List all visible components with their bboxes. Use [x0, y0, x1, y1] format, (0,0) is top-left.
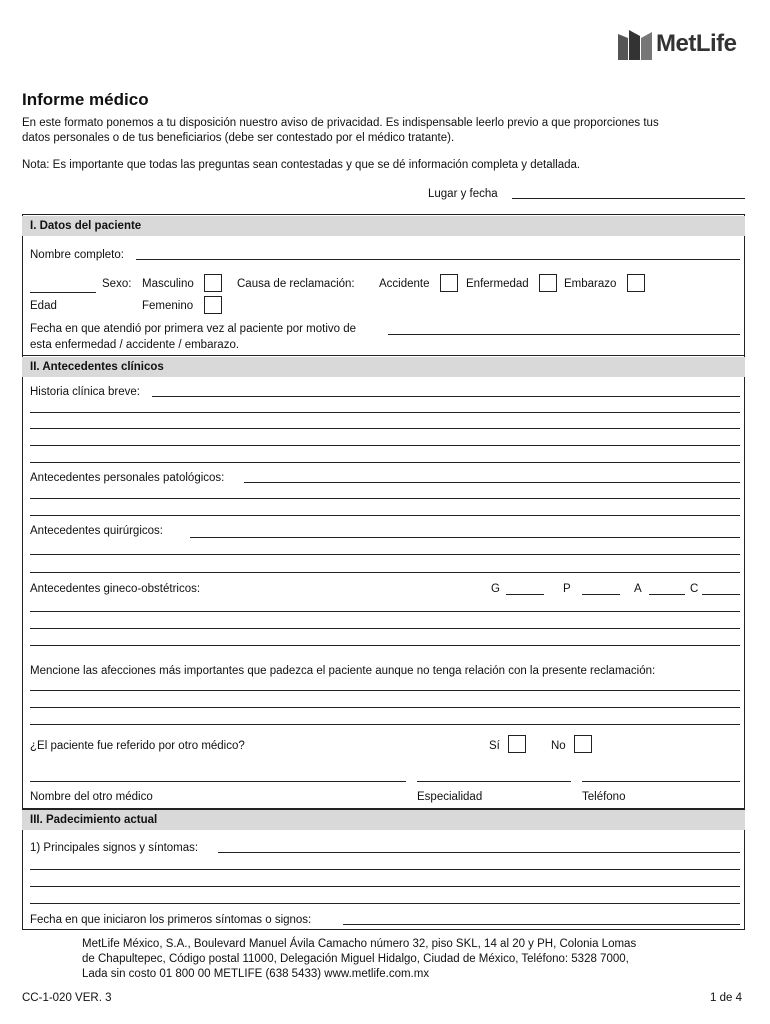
form-code: CC-1-020 VER. 3: [22, 992, 112, 1004]
p-field[interactable]: [582, 594, 620, 595]
section-1-header: I. Datos del paciente: [22, 216, 745, 236]
signs-field-3[interactable]: [30, 886, 740, 887]
phone-label: Teléfono: [582, 791, 626, 803]
a-field[interactable]: [649, 594, 685, 595]
gyneco-field-3[interactable]: [30, 645, 740, 646]
conditions-field-1[interactable]: [30, 690, 740, 691]
sex-label: Sexo:: [102, 278, 132, 290]
footer-address-3: Lada sin costo 01 800 00 METLIFE (638 5433) www.metlife.com.mx: [82, 968, 430, 980]
signs-field-1[interactable]: [218, 852, 740, 853]
other-doctor-field[interactable]: [30, 781, 406, 782]
page-number: 1 de 4: [710, 992, 742, 1004]
first-symptoms-label: Fecha en que iniciaron los primeros síntomas o signos:: [30, 914, 312, 926]
male-label: Masculino: [142, 278, 194, 290]
female-label: Femenino: [142, 300, 194, 312]
other-doctor-label: Nombre del otro médico: [30, 791, 153, 803]
pregnancy-label: Embarazo: [564, 278, 617, 290]
gyneco-field-2[interactable]: [30, 628, 740, 629]
section-3-header: III. Padecimiento actual: [22, 810, 745, 830]
conditions-field-3[interactable]: [30, 724, 740, 725]
place-date-label: Lugar y fecha: [428, 188, 498, 200]
signs-field-2[interactable]: [30, 869, 740, 870]
signs-field-4[interactable]: [30, 903, 740, 904]
history-field-4[interactable]: [30, 445, 740, 446]
conditions-field-2[interactable]: [30, 707, 740, 708]
history-label: Historia clínica breve:: [30, 386, 140, 398]
phone-field[interactable]: [582, 781, 740, 782]
surgical-label: Antecedentes quirúrgicos:: [30, 525, 163, 537]
specialty-field[interactable]: [417, 781, 571, 782]
c-field[interactable]: [702, 594, 740, 595]
history-field-1[interactable]: [152, 396, 740, 397]
intro-note: Nota: Es importante que todas las preguntas sean contestadas y que se dé información completa y detallada.: [22, 159, 581, 171]
history-field-3[interactable]: [30, 428, 740, 429]
pregnancy-checkbox[interactable]: [627, 274, 645, 292]
specialty-label: Especialidad: [417, 791, 483, 803]
surgical-field-1[interactable]: [190, 537, 740, 538]
yes-checkbox[interactable]: [508, 735, 526, 753]
first-attention-field[interactable]: [388, 334, 740, 335]
illness-label: Enfermedad: [466, 278, 529, 290]
full-name-label: Nombre completo:: [30, 249, 124, 261]
age-label: Edad: [30, 300, 57, 312]
yes-label: Sí: [489, 740, 500, 752]
page-title: Informe médico: [22, 90, 149, 109]
accident-checkbox[interactable]: [440, 274, 458, 292]
conditions-label: Mencione las afecciones más importantes que padezca el paciente aunque no tenga relación con la presente reclamación:: [30, 665, 656, 677]
accident-label: Accidente: [379, 278, 430, 290]
g-field[interactable]: [506, 594, 544, 595]
pathological-field-2[interactable]: [30, 498, 740, 499]
gyneco-field-1[interactable]: [30, 611, 740, 612]
pathological-field-1[interactable]: [244, 482, 740, 483]
pathological-label: Antecedentes personales patológicos:: [30, 472, 225, 484]
section-2-header: II. Antecedentes clínicos: [22, 357, 745, 377]
signs-label: 1) Principales signos y síntomas:: [30, 842, 199, 854]
full-name-field[interactable]: [136, 259, 740, 260]
footer-address-2: de Chapultepec, Código postal 11000, Delegación Miguel Hidalgo, Ciudad de México, Teléfono: 5328 7000,: [82, 953, 629, 965]
footer-address-1: MetLife México, S.A., Boulevard Manuel Ávila Camacho número 32, piso SKL, 14 al 20 y PH, Colonia Lomas: [82, 938, 637, 950]
surgical-field-2[interactable]: [30, 554, 740, 555]
no-checkbox[interactable]: [574, 735, 592, 753]
claim-cause-label: Causa de reclamación:: [237, 278, 355, 290]
p-label: P: [563, 583, 571, 595]
male-checkbox[interactable]: [204, 274, 222, 292]
female-checkbox[interactable]: [204, 296, 222, 314]
place-date-field[interactable]: [512, 198, 745, 199]
metlife-logo-icon: [618, 30, 652, 60]
gyneco-label: Antecedentes gineco-obstétricos:: [30, 583, 201, 595]
age-field[interactable]: [30, 292, 96, 293]
first-attention-label-1: Fecha en que atendió por primera vez al paciente por motivo de: [30, 323, 357, 335]
g-label: G: [491, 583, 500, 595]
first-attention-label-2: esta enfermedad / accidente / embarazo.: [30, 339, 240, 351]
illness-checkbox[interactable]: [539, 274, 557, 292]
a-label: A: [634, 583, 642, 595]
c-label: C: [690, 583, 699, 595]
history-field-5[interactable]: [30, 462, 740, 463]
intro-line-1: En este formato ponemos a tu disposición nuestro aviso de privacidad. Es indispensable leerlo previo a que proporciones tus: [22, 117, 659, 129]
no-label: No: [551, 740, 566, 752]
first-symptoms-field[interactable]: [343, 924, 740, 925]
intro-line-2: datos personales o de tus beneficiarios (debe ser contestado por el médico tratante).: [22, 132, 455, 144]
pathological-field-3[interactable]: [30, 515, 740, 516]
referred-label: ¿El paciente fue referido por otro médico?: [30, 740, 245, 752]
metlife-logo: [618, 28, 750, 62]
history-field-2[interactable]: [30, 412, 740, 413]
metlife-logo-text: MetLife: [656, 30, 737, 57]
surgical-field-3[interactable]: [30, 572, 740, 573]
